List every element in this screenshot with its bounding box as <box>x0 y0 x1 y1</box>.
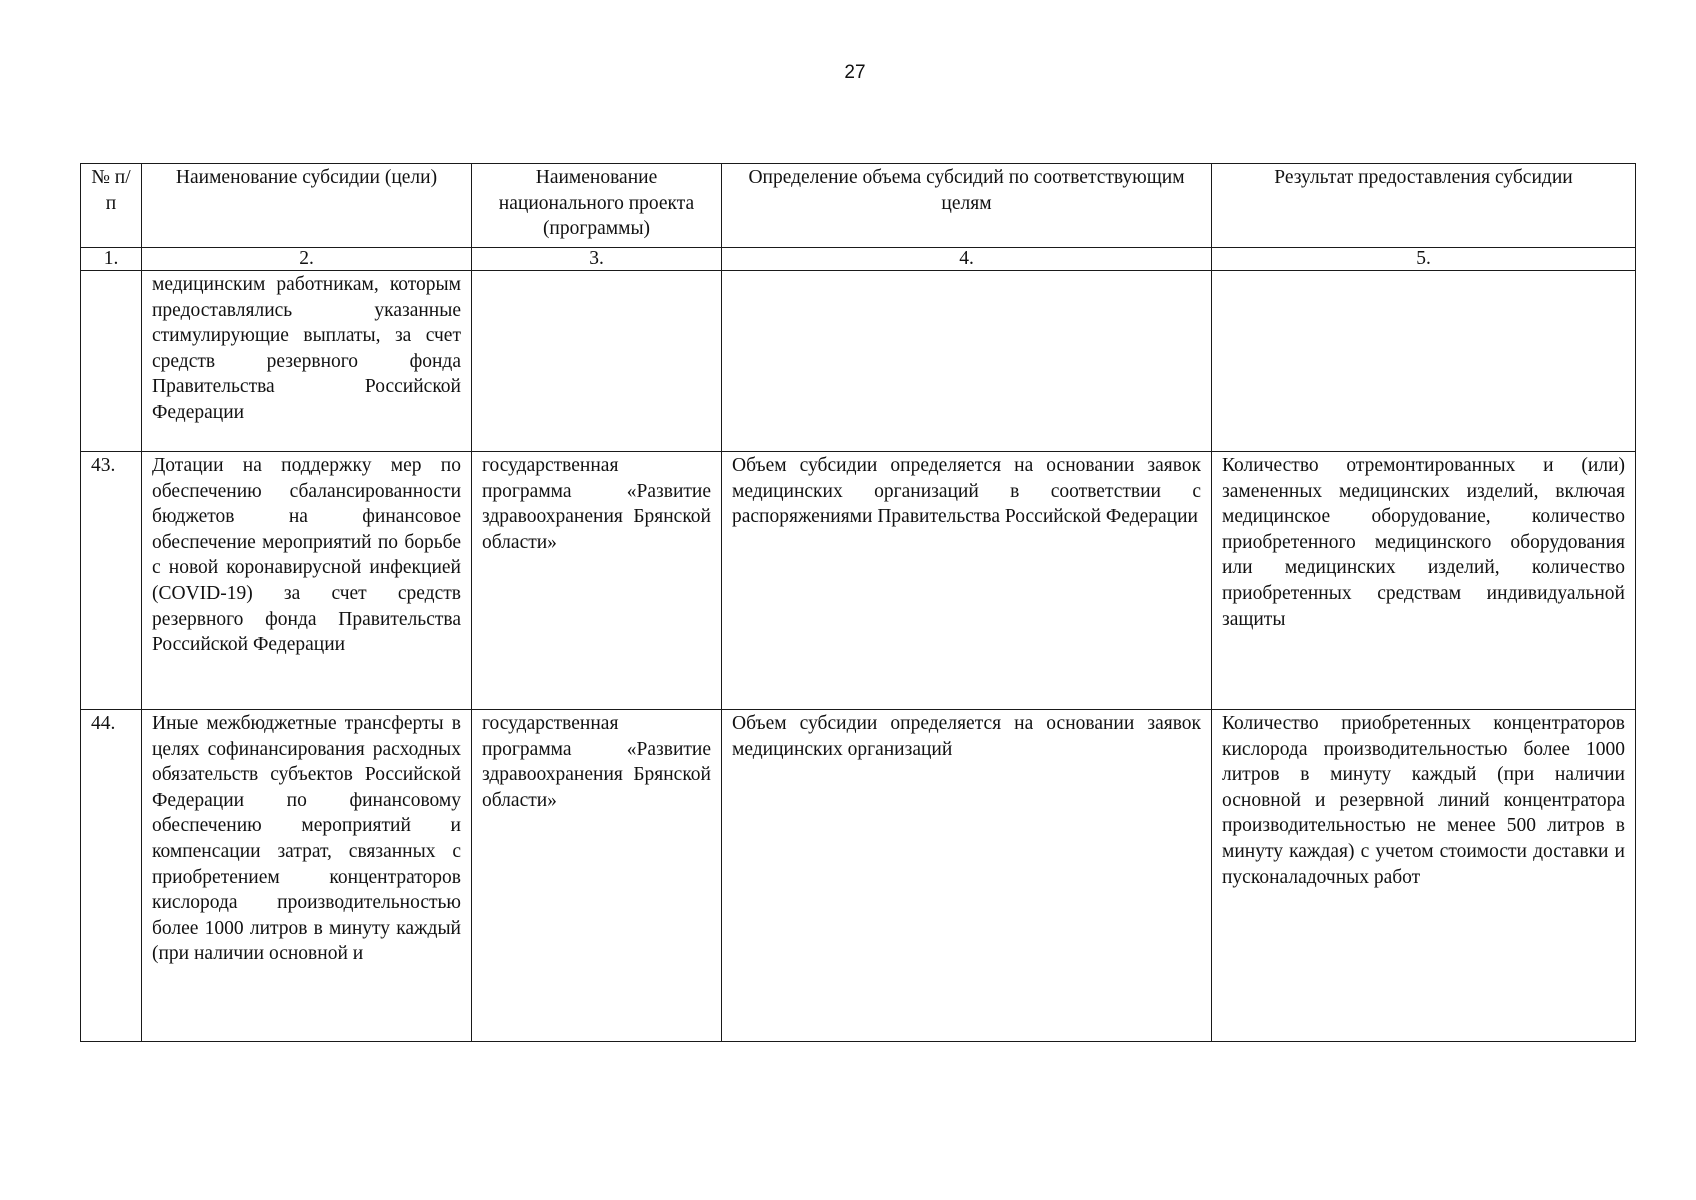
header-volume: Определение объема субсидий по соответствующим целям <box>722 164 1212 248</box>
volume-definition: Объем субсидии определяется на основании заявок медицинских организаций <box>722 710 1212 1042</box>
volume-definition: Объем субсидии определяется на основании заявок медицинских организаций в соответствии с распоряжениями Правительства Российской Федерации <box>722 452 1212 710</box>
header-name: Наименование субсидии (цели) <box>142 164 472 248</box>
subsidy-result: Количество отремонтированных и (или) замененных медицинских изделий, включая медицинское оборудование, количество приобретенного медицинского оборудования или медицинских изделий, количество приобретенных средствам индивидуальной защиты <box>1212 452 1636 710</box>
subsidy-name: медицинским работникам, которым предоставлялись указанные стимулирующие выплаты, за счет средств резервного фонда Правительства Российской Федерации <box>142 271 472 452</box>
project-name <box>472 271 722 452</box>
header-num: № п/п <box>81 164 142 248</box>
table-row <box>81 710 1636 1042</box>
column-number-row <box>81 248 1636 271</box>
project-name: государственная программа «Развитие здравоохранения Брянской области» <box>472 710 722 1042</box>
subsidy-result: Количество приобретенных концентраторов кислорода производительностью более 1000 литров в минуту каждый (при наличии основной и резервной линий концентратора производительностью не менее 500 литров в минуту каждая) с учетом стоимости доставки и пусконаладочных работ <box>1212 710 1636 1042</box>
column-number-3: 3. <box>472 248 722 271</box>
header-project: Наименование национального проекта (программы) <box>472 164 722 248</box>
header-result: Результат предоставления субсидии <box>1212 164 1636 248</box>
row-number <box>81 271 142 452</box>
project-name: государственная программа «Развитие здравоохранения Брянской области» <box>472 452 722 710</box>
column-number-1: 1. <box>81 248 142 271</box>
table-row <box>81 271 1636 452</box>
table-row <box>81 452 1636 710</box>
column-number-5: 5. <box>1212 248 1636 271</box>
subsidy-result <box>1212 271 1636 452</box>
page-number: 27 <box>844 62 866 83</box>
table-header-row <box>81 164 1636 248</box>
volume-definition <box>722 271 1212 452</box>
row-number: 44. <box>81 710 142 1042</box>
subsidy-name: Дотации на поддержку мер по обеспечению сбалансированности бюджетов на финансовое обеспечение мероприятий по борьбе с новой коронавирусной инфекцией (COVID-19) за счет средств резервного фонда Правительства Российской Федерации <box>142 452 472 710</box>
column-number-4: 4. <box>722 248 1212 271</box>
subsidy-name: Иные межбюджетные трансферты в целях софинансирования расходных обязательств субъектов Российской Федерации по финансовому обеспечению мероприятий и компенсации затрат, связанных с приобретением концентраторов кислорода производительностью более 1000 литров в минуту каждый (при наличии основной и <box>142 710 472 1042</box>
row-number: 43. <box>81 452 142 710</box>
column-number-2: 2. <box>142 248 472 271</box>
subsidy-table <box>80 163 1636 1042</box>
